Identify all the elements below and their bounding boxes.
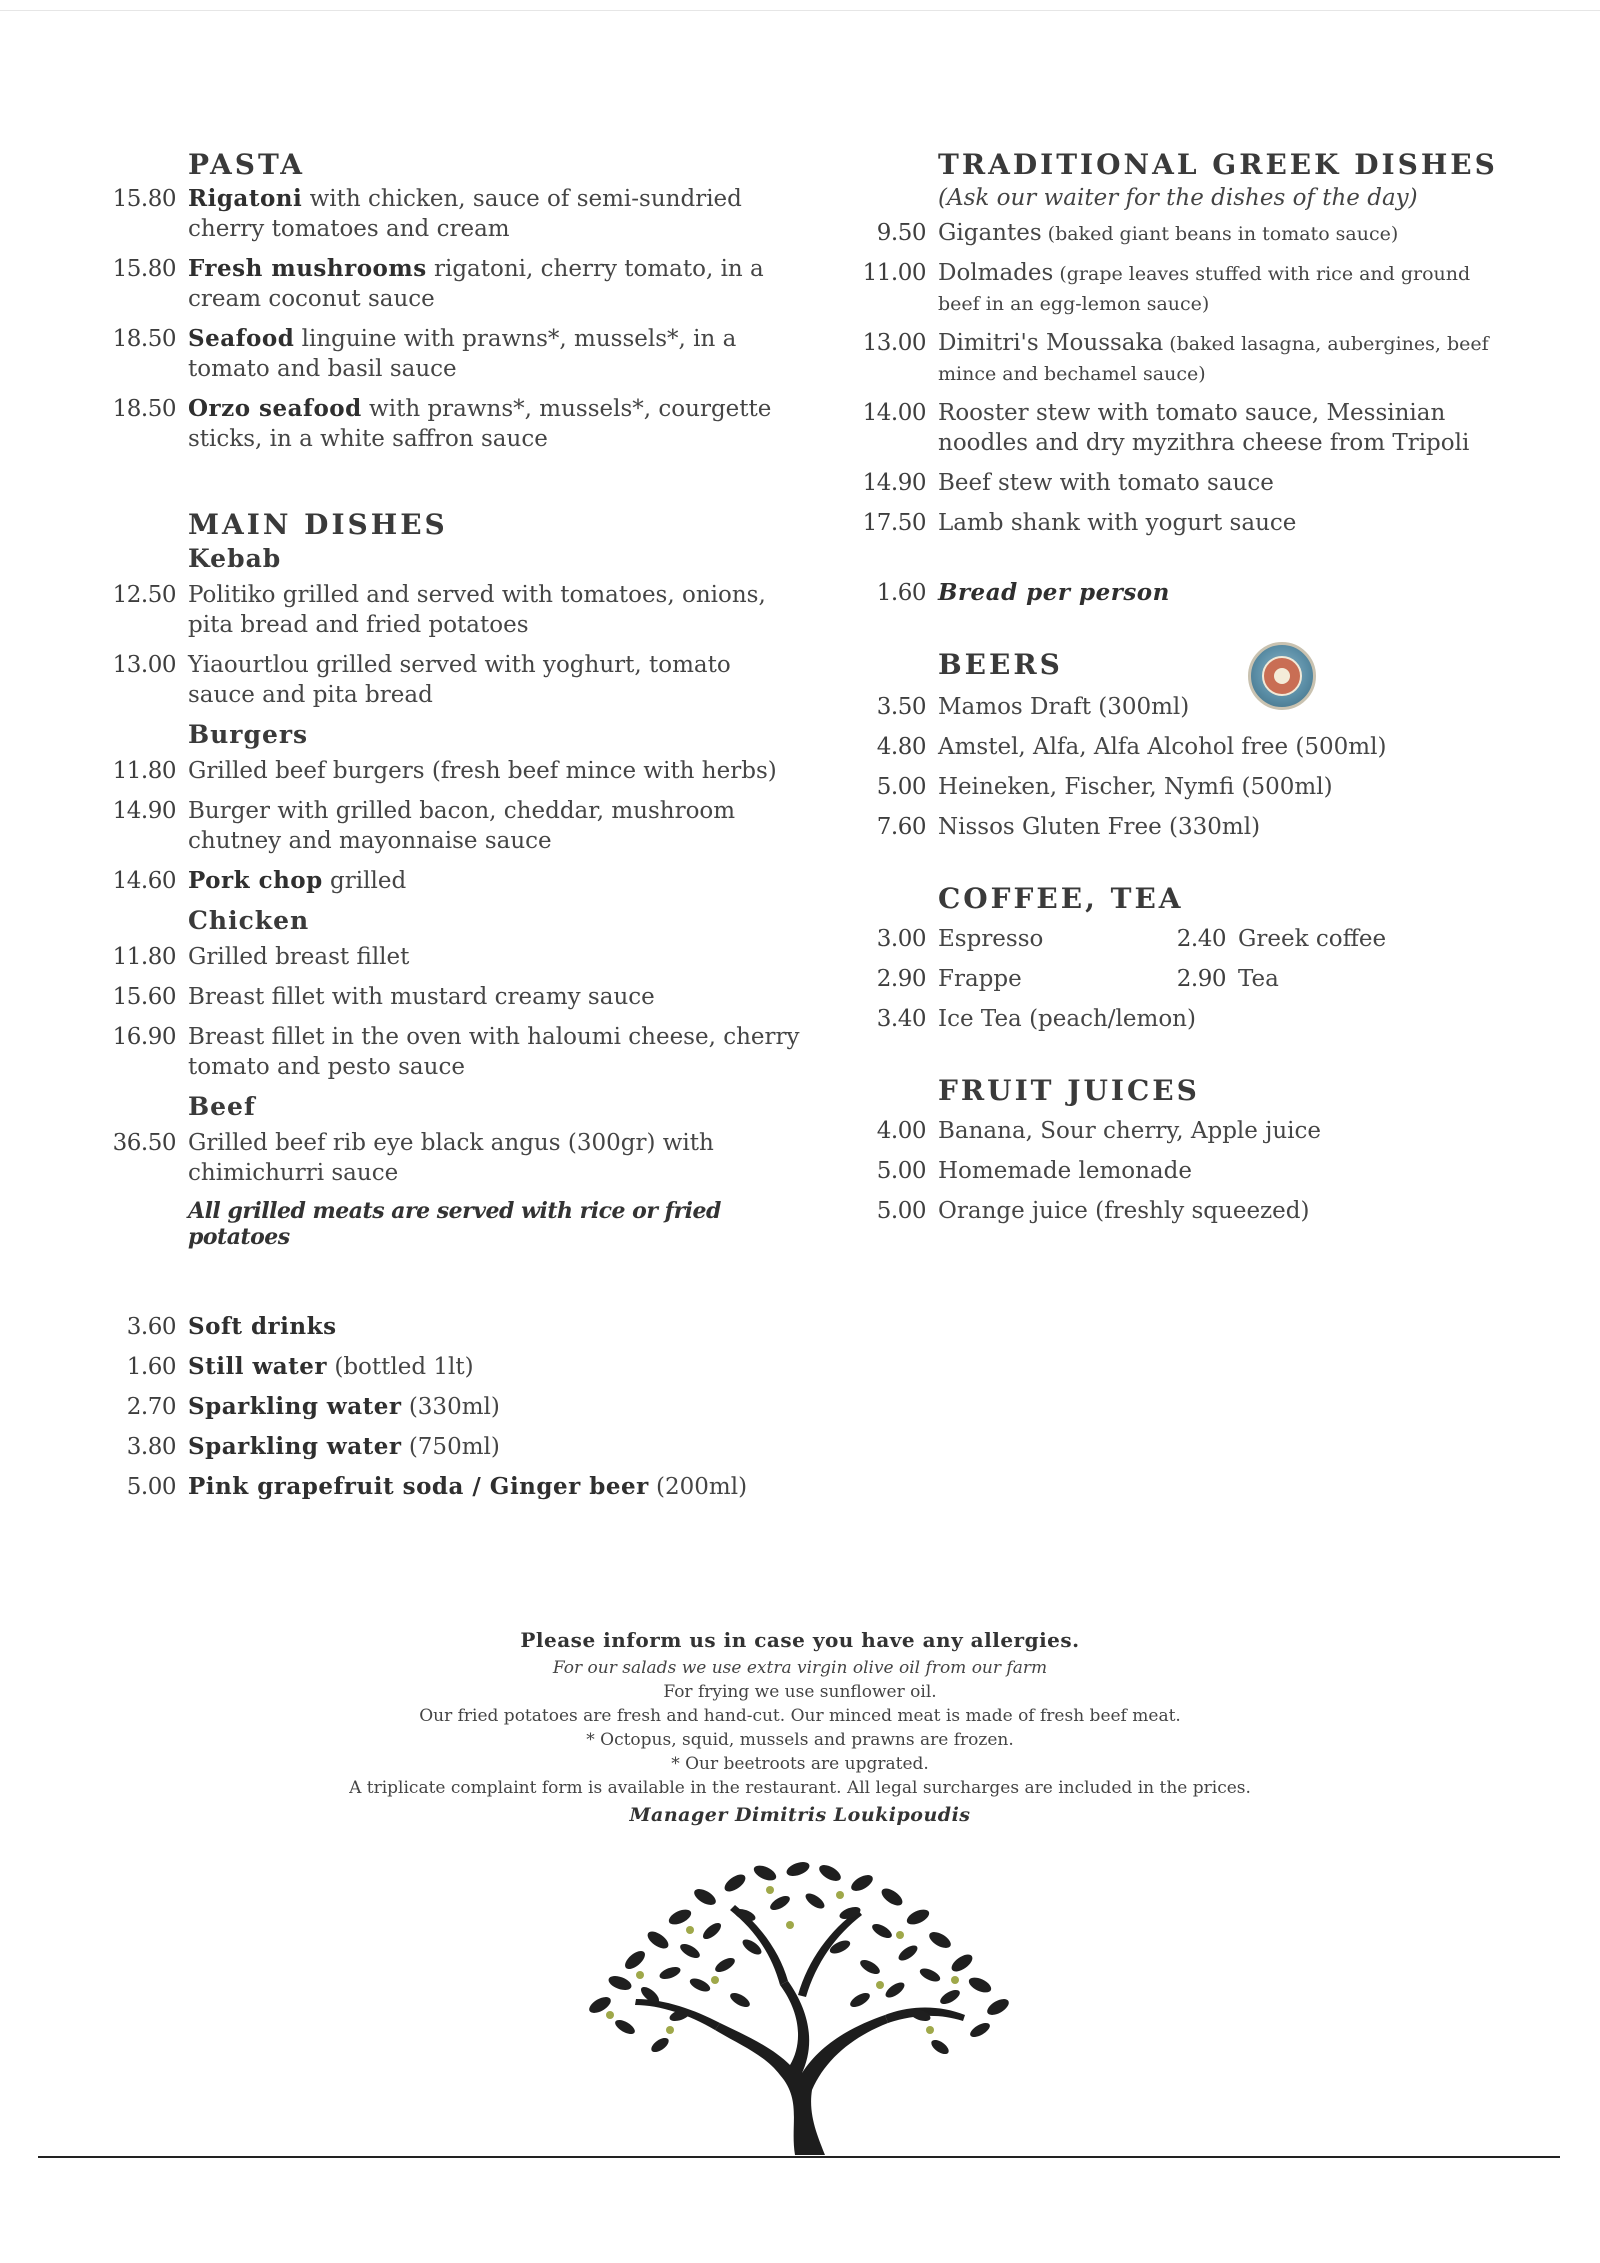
menu-item-pair [850, 924, 1510, 954]
item-price: 11.00 [862, 260, 926, 286]
item-price: 5.00 [876, 1158, 926, 1184]
menu-item [850, 218, 1510, 248]
item-desc: Espresso [938, 926, 1044, 952]
item-price: 2.40 [1176, 926, 1226, 952]
item-name: Gigantes [938, 220, 1042, 246]
top-divider [0, 10, 1600, 11]
olive-tree-icon [540, 1855, 1060, 2155]
item-price: 17.50 [862, 510, 926, 536]
item-name: Still water [188, 1353, 328, 1380]
menu-item [850, 258, 1510, 318]
item-price: 7.60 [876, 814, 926, 840]
menu-item [850, 1196, 1510, 1226]
menu-item [100, 1392, 800, 1422]
item-desc: Grilled breast fillet [188, 944, 410, 970]
frozen-note: * Octopus, squid, mussels and prawns are frozen. [586, 1730, 1014, 1750]
kebab-subhead: Kebab [188, 544, 282, 573]
footer-notes [0, 1628, 1600, 1826]
item-name: Dimitri's Moussaka [938, 330, 1164, 356]
item-price: 4.00 [876, 1118, 926, 1144]
item-name: Sparkling water [188, 1433, 402, 1460]
item-name: Bread per person [938, 579, 1170, 606]
item-desc: (grape leaves stuffed with rice and ground beef in an egg-lemon sauce) [938, 263, 1471, 315]
item-price: 3.80 [126, 1434, 176, 1460]
item-desc: (bottled 1lt) [327, 1354, 474, 1380]
menu-item [850, 1156, 1510, 1186]
item-desc: with chicken, sauce of semi-sundried cherry tomatoes and cream [188, 186, 742, 242]
item-desc: Banana, Sour cherry, Apple juice [938, 1118, 1321, 1144]
item-price: 9.50 [876, 220, 926, 246]
menu-item [100, 796, 800, 856]
menu-item-pair [850, 964, 1510, 994]
burgers-subhead: Burgers [188, 720, 309, 749]
item-desc: (330ml) [401, 1394, 500, 1420]
item-price: 11.80 [112, 758, 176, 784]
item-desc: Nissos Gluten Free (330ml) [938, 814, 1261, 840]
menu-item [100, 1432, 800, 1462]
item-price: 2.90 [1176, 966, 1226, 992]
item-price: 13.00 [862, 330, 926, 356]
menu-item [100, 756, 800, 786]
chicken-subhead: Chicken [188, 906, 310, 935]
greek-dishes-title: TRADITIONAL GREEK DISHES [938, 148, 1498, 181]
menu-item [100, 324, 800, 384]
menu-item [100, 1312, 800, 1342]
item-name: Pork chop [188, 867, 323, 894]
menu-item [850, 398, 1510, 458]
menu-item [100, 1128, 800, 1188]
item-price: 2.70 [126, 1394, 176, 1420]
beers-title: BEERS [938, 648, 1063, 681]
menu-item [100, 1022, 800, 1082]
item-desc: Frappe [938, 966, 1022, 992]
item-desc: (750ml) [401, 1434, 500, 1460]
item-desc: with prawns*, mussels*, courgette sticks, in a white saffron sauce [188, 396, 772, 452]
item-desc: Burger with grilled bacon, cheddar, mushroom chutney and mayonnaise sauce [188, 798, 736, 854]
item-price: 16.90 [112, 1024, 176, 1050]
frying-note: For frying we use sunflower oil. [663, 1682, 937, 1702]
item-name: Seafood [188, 325, 295, 352]
item-name: Dolmades [938, 260, 1054, 286]
item-price: 1.60 [126, 1354, 176, 1380]
item-price: 5.00 [876, 774, 926, 800]
item-desc: grilled [322, 868, 407, 894]
menu-item [850, 692, 1510, 722]
item-price: 11.80 [112, 944, 176, 970]
item-name: Pink grapefruit soda / Ginger beer [188, 1473, 649, 1500]
menu-item [100, 580, 800, 640]
menu-item [100, 254, 800, 314]
item-price: 13.00 [112, 652, 176, 678]
main-dishes-title: MAIN DISHES [188, 508, 448, 541]
item-price: 12.50 [112, 582, 176, 608]
item-desc: Grilled beef burgers (fresh beef mince with herbs) [188, 758, 777, 784]
bottom-divider [38, 2156, 1560, 2158]
item-price: 5.00 [876, 1198, 926, 1224]
item-price: 15.80 [112, 186, 176, 212]
item-name: Orzo seafood [188, 395, 362, 422]
menu-item [100, 394, 800, 454]
menu-item [100, 1472, 800, 1502]
item-name: Rigatoni [188, 185, 303, 212]
item-price: 3.50 [876, 694, 926, 720]
item-desc: Mamos Draft (300ml) [938, 694, 1190, 720]
item-price: 3.00 [876, 926, 926, 952]
item-price: 5.00 [126, 1474, 176, 1500]
pasta-list [100, 184, 800, 454]
menu-item [100, 982, 800, 1012]
beers-header [850, 648, 1510, 682]
menu-item [850, 812, 1510, 842]
item-desc: rigatoni, cherry tomato, in a cream coconut sauce [188, 256, 764, 312]
fruit-juices-title: FRUIT JUICES [938, 1074, 1200, 1107]
item-price: 14.00 [862, 400, 926, 426]
menu-item [100, 184, 800, 244]
menu-item [850, 1116, 1510, 1146]
item-desc: Orange juice (freshly squeezed) [938, 1198, 1310, 1224]
item-desc: Homemade lemonade [938, 1158, 1192, 1184]
manager-name: Manager Dimitris Loukipoudis [629, 1804, 971, 1826]
menu-item [850, 1004, 1510, 1034]
item-desc: (baked giant beans in tomato sauce) [1041, 223, 1399, 245]
item-desc: Yiaourtlou grilled served with yoghurt, tomato sauce and pita bread [188, 652, 731, 708]
item-price: 14.90 [862, 470, 926, 496]
item-desc: Amstel, Alfa, Alfa Alcohol free (500ml) [938, 734, 1387, 760]
beetroots-note: * Our beetroots are upgrated. [671, 1754, 929, 1774]
left-column [100, 148, 800, 1250]
coffee-tea-title: COFFEE, TEA [938, 882, 1184, 915]
item-desc: linguine with prawns*, mussels*, in a tomato and basil sauce [188, 326, 737, 382]
item-price: 36.50 [112, 1130, 176, 1156]
item-name: Soft drinks [188, 1313, 337, 1340]
item-desc: Politiko grilled and served with tomatoes, onions, pita bread and fried potatoes [188, 582, 766, 638]
item-desc: (baked lasagna, aubergines, beef mince and bechamel sauce) [938, 333, 1489, 385]
beef-subhead: Beef [188, 1092, 256, 1121]
item-price: 14.90 [112, 798, 176, 824]
allergy-notice: Please inform us in case you have any allergies. [520, 1628, 1080, 1652]
item-price: 2.90 [876, 966, 926, 992]
item-price: 3.60 [126, 1314, 176, 1340]
item-price: 14.60 [112, 868, 176, 894]
item-desc: Breast fillet with mustard creamy sauce [188, 984, 655, 1010]
menu-item [100, 650, 800, 710]
complaint-note: A triplicate complaint form is available in the restaurant. All legal surcharges are included in the prices. [349, 1778, 1251, 1798]
item-desc: Tea [1238, 966, 1279, 992]
brewery-logo-icon [1248, 642, 1316, 710]
item-price: 15.80 [112, 256, 176, 282]
menu-item [100, 942, 800, 972]
bread-item [850, 578, 1510, 608]
item-desc: (200ml) [648, 1474, 748, 1500]
item-desc: Greek coffee [1238, 926, 1387, 952]
menu-item [850, 772, 1510, 802]
menu-item [850, 508, 1510, 538]
item-price: 18.50 [112, 326, 176, 352]
item-name: Sparkling water [188, 1393, 402, 1420]
menu-item [100, 1352, 800, 1382]
greek-dishes-subtitle: (Ask our waiter for the dishes of the day) [938, 185, 1418, 211]
grilled-meats-note: All grilled meats are served with rice or fried potatoes [188, 1198, 721, 1250]
menu-item [850, 732, 1510, 762]
item-desc: Heineken, Fischer, Nymfi (500ml) [938, 774, 1333, 800]
item-price: 18.50 [112, 396, 176, 422]
potatoes-note: Our fried potatoes are fresh and hand-cut. Our minced meat is made of fresh beef meat. [419, 1706, 1181, 1726]
item-price: 1.60 [876, 580, 926, 606]
menu-item [850, 328, 1510, 388]
item-price: 15.60 [112, 984, 176, 1010]
item-desc: Breast fillet in the oven with haloumi cheese, cherry tomato and pesto sauce [188, 1024, 800, 1080]
olive-oil-note: For our salads we use extra virgin olive oil from our farm [552, 1658, 1048, 1678]
menu-item [850, 468, 1510, 498]
item-name: Rooster stew with tomato sauce, Messinian noodles and dry myzithra cheese from Tripoli [938, 400, 1470, 456]
menu-item [100, 866, 800, 896]
item-name: Fresh mushrooms [188, 255, 427, 282]
item-name: Lamb shank with yogurt sauce [938, 510, 1297, 536]
right-column [850, 148, 1510, 1236]
item-desc: Grilled beef rib eye black angus (300gr) with chimichurri sauce [188, 1130, 714, 1186]
item-price: 4.80 [876, 734, 926, 760]
item-desc: Ice Tea (peach/lemon) [938, 1006, 1196, 1032]
item-price: 3.40 [876, 1006, 926, 1032]
soft-drinks-block [100, 1312, 800, 1512]
pasta-title: PASTA [188, 148, 305, 181]
item-name: Beef stew with tomato sauce [938, 470, 1274, 496]
